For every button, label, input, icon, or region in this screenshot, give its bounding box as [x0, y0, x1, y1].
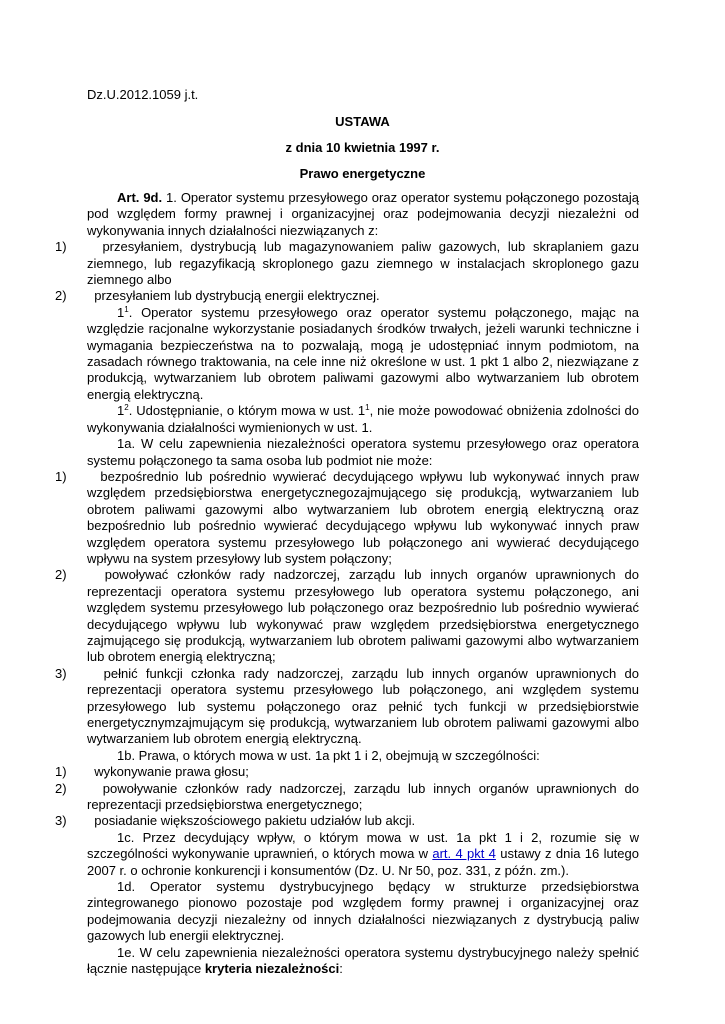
list-item-number: 1) [55, 239, 67, 255]
paragraph-1-list [55, 239, 639, 305]
list-item-text: przesyłaniem, dystrybucją lub magazynowaniem paliw gazowych, lub skraplaniem gazu ziemnego, lub regazyfikacją skroplonego gazu ziemnego w instalacjach skroplonego gazu ziemnego albo [87, 239, 639, 288]
paragraph-1: Art. 9d. 1. Operator systemu przesyłowego oraz operator systemu połączonego pozostają pod względem formy prawnej i organizacyjnej oraz podejmowania decyzji niezależni od wykonywania innych działalności niezwiązanych z: [87, 190, 639, 238]
article-body [55, 190, 639, 978]
paragraph-1b-list [55, 764, 639, 830]
list-item-text: powoływanie członków rady nadzorczej, zarządu lub innych organów uprawnionych do reprezentacji przedsiębiorstwa energetycznego; [87, 780, 639, 813]
list-item-number: 2) [55, 780, 67, 796]
paragraph-1d: 1d. Operator systemu dystrybucyjnego będący w strukturze przedsiębiorstwa zintegrowanego pionowo pozostaje pod względem formy prawnej i organizacyjnej oraz podejmowania decyzji niezależny od innych działalności niezwiązanych z dystrybucją paliw gazowych lub energii elektrycznej. [87, 879, 639, 944]
list-item-text: posiadanie większościowego pakietu udziałów lub akcji. [94, 813, 416, 829]
act-date-heading: z dnia 10 kwietnia 1997 r. [285, 140, 440, 155]
paragraph-1-2: $1^2$. Udostępnianie, o którym mowa w ust. $1^1$, nie może powodować obniżenia zdolności do wykonywania działalności wymienionych w ust. 1. [87, 403, 639, 435]
list-item-number: 1) [55, 468, 67, 484]
article-label: Art. 9d. [117, 190, 163, 205]
list-item-number: 2) [55, 567, 67, 583]
criteria-term: kryteria niezależności [204, 961, 340, 977]
list-item [55, 567, 639, 665]
list-item [55, 764, 639, 780]
list-item-number: 2) [55, 288, 67, 304]
paragraph-1a-list [55, 468, 639, 748]
list-item-text: bezpośrednio lub pośrednio wywierać decydującego wpływu lub wykonywać innych praw względem przedsiębiorstwa energetycznegozajmującego się produkcją, wytwarzaniem lub obrotem paliwami gazowymi albo wytwarzaniem lub obrotem energią elektryczną oraz bezpośrednio lub pośrednio wywierać decydującego wpływu lub wykonywać innych praw względem operatora systemu przesyłowego lub połączonego ani wywierać decydującego wpływu na system przesyłowy lub system połączony; [87, 468, 639, 566]
list-item-number: 1) [55, 764, 67, 780]
list-item [55, 813, 639, 829]
list-item-number: 3) [55, 665, 67, 681]
list-item [55, 288, 639, 304]
list-item [55, 665, 639, 748]
paragraph-1e: 1e. W celu zapewnienia niezależności operatora systemu dystrybucyjnego należy spełnić łącznie następujące kryteria niezależności: [87, 944, 639, 977]
list-item-text: wykonywanie prawa głosu; [94, 764, 249, 780]
paragraph-1-1: $1^1$. Operator systemu przesyłowego oraz operator systemu połączonego, mając na względzie racjonalne wykorzystanie posiadanych środków trwałych, jeżeli warunki techniczne i wymagania bezpieczeństwa na to pozwalają, mogą je udostępniać innym podmiotom, na zasadach równego traktowania, na cele inne niż określone w ust. 1 pkt 1 albo 2, niezwiązane z produkcją, wytwarzaniem lub obrotem paliwami gazowymi albo wytwarzaniem lub obrotem energią elektryczną. [87, 304, 639, 402]
list-item [55, 780, 639, 814]
list-item-text: pełnić funkcji członka rady nadzorczej, zarządu lub innych organów uprawnionych do reprezentacji operatora systemu przesyłowego lub połączonego, ani względem systemu przesyłowego lub systemu połączonego oraz pełnić tych funkcji w przedsiębiorstwie energetycznymzajmującym się produkcją, wytwarzaniem lub obrotem paliwami gazowymi albo wytwarzaniem lub obrotem energią elektryczną. [87, 665, 639, 747]
list-item [55, 239, 639, 288]
journal-reference: Dz.U.2012.1059 j.t. [87, 87, 199, 102]
list-item-text: przesyłaniem lub dystrybucją energii elektrycznej. [94, 288, 380, 304]
act-name-heading: Prawo energetyczne [299, 166, 426, 181]
paragraph-1a: 1a. W celu zapewnienia niezależności operatora systemu przesyłowego oraz operatora systemu połączonego ta sama osoba lub podmiot nie może: [87, 436, 639, 468]
act-type-heading: USTAWA [335, 114, 390, 129]
statute-link[interactable]: art. 4 pkt 4 [432, 846, 496, 862]
list-item-text: powoływać członków rady nadzorczej, zarządu lub innych organów uprawnionych do reprezentacji operatora systemu przesyłowego lub operatora systemu połączonego, ani względem systemu przesyłowego lub połączonego oraz bezpośrednio lub pośrednio wywierać decydującego wpływu lub wykonywać praw względem przedsiębiorstwa energetycznego zajmującego się produkcją, wytwarzaniem lub obrotem paliwami gazowymi albo wytwarzaniem lub obrotem energią elektryczną; [87, 567, 639, 665]
paragraph-1b: 1b. Prawa, o których mowa w ust. 1a pkt 1 i 2, obejmują w szczególności: [117, 747, 540, 763]
list-item-number: 3) [55, 813, 67, 829]
list-item [55, 468, 639, 567]
paragraph-1c: 1c. Przez decydujący wpływ, o którym mowa w ust. 1a pkt 1 i 2, rozumie się w szczególności wykonywanie uprawnień, o których mowa w art. 4 pkt 4 ustawy z dnia 16 lutego 2007 r. o ochronie konkurencji i konsumentów (Dz. U. Nr 50, poz. 331, z późn. zm.). [87, 829, 639, 878]
